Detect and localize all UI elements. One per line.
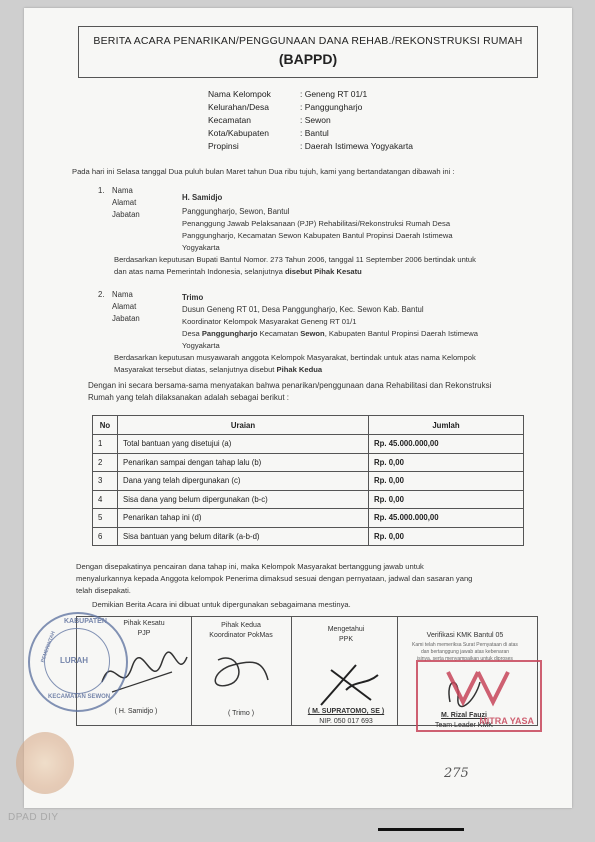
row-jumlah: Rp. 0,00: [369, 472, 524, 491]
party1-designation: disebut Pihak Kesatu: [285, 267, 362, 276]
party2-address: Dusun Geneng RT 01, Desa Panggungharjo, Kec. Sewon Kab. Bantul: [182, 305, 424, 314]
sig3-nip: NIP. 050 017 693: [319, 718, 373, 725]
sig1-title: Pihak Kesatu: [123, 620, 165, 627]
stamp-left-text: PEMERINTAH: [39, 630, 57, 664]
table-row: [93, 527, 524, 546]
sig2-title: Pihak Kedua: [221, 622, 261, 629]
party2-desa: Panggungharjo: [201, 329, 258, 338]
closing-line1: Dengan disepakatinya pencairan dana tahap ini, maka Kelompok Masyarakat bertanggung jawab untuk: [76, 562, 424, 571]
party2-designation: Pihak Kedua: [276, 365, 323, 374]
row-jumlah: Rp. 45.000.000,00: [369, 435, 524, 454]
sig3-title: Mengetahui: [327, 626, 365, 633]
party1-position-line1: Penanggung Jawab Pelaksanaan (PJP) Rehabilitasi/Rekonstruksi Rumah Desa: [182, 219, 451, 228]
meta-label: Kelurahan/Desa: [208, 102, 269, 112]
meta-value: : Geneng RT 01/1: [300, 89, 368, 99]
red-stamp-mark-icon: [418, 662, 538, 712]
party2-position-label: Jabatan: [112, 314, 140, 323]
row-no: 6: [93, 527, 118, 546]
meta-value: : Daerah Istimewa Yogyakarta: [300, 141, 413, 151]
table-row: [93, 453, 524, 472]
row-jumlah: Rp. 0,00: [369, 490, 524, 509]
red-stamp-icon: [416, 660, 542, 732]
party2-region: , Kabupaten Bantul Propinsi Daerah Istimewa: [324, 329, 478, 338]
row-uraian: Dana yang telah dipergunakan (c): [118, 472, 369, 491]
party2-basis-line1: Berdasarkan keputusan musyawarah anggota Kelompok Masyarakat, bertindak untuk atas nama Kelompok: [114, 353, 476, 362]
party2-address-label: Alamat: [112, 302, 137, 311]
closing-line4: Demikian Berita Acara ini dibuat untuk dipergunakan sebagaimana mestinya.: [92, 600, 351, 609]
signature-supratomo-icon: [316, 660, 386, 710]
party1-basis-line2: [114, 267, 362, 278]
row-jumlah: Rp. 0,00: [369, 527, 524, 546]
column-header-uraian: Uraian: [118, 416, 369, 435]
column-header-jumlah: Jumlah: [369, 416, 524, 435]
closing-line2: menyalurkannya kepada Anggota kelompok Penerima dimaksud sesuai dengan pernyataan, jadwal dan sasaran yang: [76, 574, 473, 583]
party2-name: Trimo: [182, 293, 204, 302]
bottom-bar: [378, 828, 464, 831]
table-row: [93, 490, 524, 509]
round-stamp-icon: [28, 612, 128, 712]
party2-position-line1: Koordinator Kelompok Masyarakat Geneng RT 01/1: [182, 317, 357, 326]
meta-value: : Bantul: [300, 128, 329, 138]
sig3-subtitle: PPK: [338, 636, 353, 643]
statement-line2: Rumah yang telah dilaksanakan adalah sebagai berikut :: [88, 393, 290, 402]
stamp-mid-text: LURAH: [60, 656, 88, 665]
party2-name-label: Nama: [112, 290, 133, 299]
document-title: BERITA ACARA PENARIKAN/PENGGUNAAN DANA REHAB./REKONSTRUKSI RUMAH: [93, 35, 523, 47]
party2-position-line3: Yogyakarta: [182, 341, 220, 350]
row-no: 5: [93, 509, 118, 528]
party2-basis-text: Masyarakat tersebut diatas, selanjutnya disebut: [114, 365, 275, 374]
meta-label: Kecamatan: [208, 115, 251, 125]
stamp-bottom-text: KECAMATAN SEWON: [48, 694, 111, 700]
row-no: 1: [93, 435, 118, 454]
row-jumlah: Rp. 45.000.000,00: [369, 509, 524, 528]
row-uraian: Penarikan sampai dengan tahap lalu (b): [118, 453, 369, 472]
row-no: 2: [93, 453, 118, 472]
intro-paragraph: Pada hari ini Selasa tanggal Dua puluh bulan Maret tahun Dua ribu tujuh, kami yang bertandatangan dibawah ini :: [72, 167, 455, 176]
party1-position-line3: Yogyakarta: [182, 243, 220, 252]
column-header-no: No: [93, 416, 118, 435]
party2-basis-line2: [114, 365, 322, 376]
party2-position-line2: [182, 329, 532, 340]
sig3-name: ( M. SUPRATOMO, SE ): [307, 708, 385, 715]
archive-logo-icon: [16, 732, 74, 794]
table-header-row: [93, 416, 524, 435]
party2-kecamatan: Sewon: [300, 329, 325, 338]
stamp-top-text: KABUPATEN: [64, 618, 107, 625]
meta-label: Nama Kelompok: [208, 89, 271, 99]
row-uraian: Sisa bantuan yang belum ditarik (a-b-d): [118, 527, 369, 546]
document-header-box: [78, 26, 538, 78]
sig4-title: Verifikasi KMK Bantul 05: [426, 632, 504, 639]
sig1-subtitle: PJP: [137, 630, 151, 637]
party2-number: 2.: [98, 290, 105, 299]
party1-position-line2: Panggungharjo, Kecamatan Sewon Kabupaten Bantul Propinsi Daerah Istimewa: [182, 231, 453, 240]
row-no: 4: [93, 490, 118, 509]
watermark: DPAD DIY: [8, 812, 59, 823]
row-uraian: Penarikan tahap ini (d): [118, 509, 369, 528]
handwritten-page-number: 275: [444, 766, 469, 781]
sig4-note1: Kami telah memeriksa Surat Pernyataan di atas: [412, 642, 518, 648]
document-subtitle: (BAPPD): [278, 51, 338, 67]
meta-label: Kota/Kabupaten: [208, 128, 269, 138]
party1-basis-line1: Berdasarkan keputusan Bupati Bantul Nomor. 273 Tahun 2006, tanggal 11 September 2006 bertindak untuk: [114, 255, 476, 264]
funds-table: [92, 415, 524, 546]
meta-label: Propinsi: [208, 141, 239, 151]
sig4-note3: isinya, serta menyampaikan untuk diproses: [417, 656, 513, 662]
sig4-name: M. Rizal Fauzi: [441, 712, 487, 719]
party1-address-label: Alamat: [112, 198, 137, 207]
sig2-subtitle: Koordinator PokMas: [209, 632, 273, 639]
table-row: [93, 472, 524, 491]
party1-number: 1.: [98, 186, 105, 195]
signature-divider: [291, 617, 292, 725]
row-no: 3: [93, 472, 118, 491]
sig2-name: ( Trimo ): [227, 710, 255, 717]
sig4-note2: dan bertanggung jawab atas kebenaran: [420, 649, 510, 655]
table-row: [93, 435, 524, 454]
row-uraian: Total bantuan yang disetujui (a): [118, 435, 369, 454]
party1-position-label: Jabatan: [112, 210, 140, 219]
sig4-role: Team Leader KMK: [435, 722, 493, 729]
party2-kecamatan-label: Kecamatan: [259, 329, 299, 338]
meta-value: : Sewon: [300, 115, 331, 125]
row-uraian: Sisa dana yang belum dipergunakan (b-c): [118, 490, 369, 509]
party1-name-label: Nama: [112, 186, 133, 195]
row-jumlah: Rp. 0,00: [369, 453, 524, 472]
group-info: [208, 88, 500, 153]
sig1-name: ( H. Samidjo ): [114, 708, 158, 715]
closing-line3: telah disepakati.: [76, 586, 131, 595]
party2-desa-label: Desa: [182, 329, 200, 338]
red-stamp-text: MITRA YASA: [479, 716, 534, 726]
meta-value: : Panggungharjo: [300, 102, 363, 112]
party1-address: Panggungharjo, Sewon, Bantul: [182, 207, 290, 216]
signature-trimo-icon: [208, 650, 278, 700]
statement-line1: Dengan ini secara bersama-sama menyatakan bahwa penarikan/penggunaan dana Rehabilitasi dan Rekonstruksi: [88, 381, 492, 390]
party1-name: H. Samidjo: [182, 193, 223, 202]
table-row: [93, 509, 524, 528]
party1-basis-text: dan atas nama Pemerintah Indonesia, selanjutnya: [114, 267, 283, 276]
